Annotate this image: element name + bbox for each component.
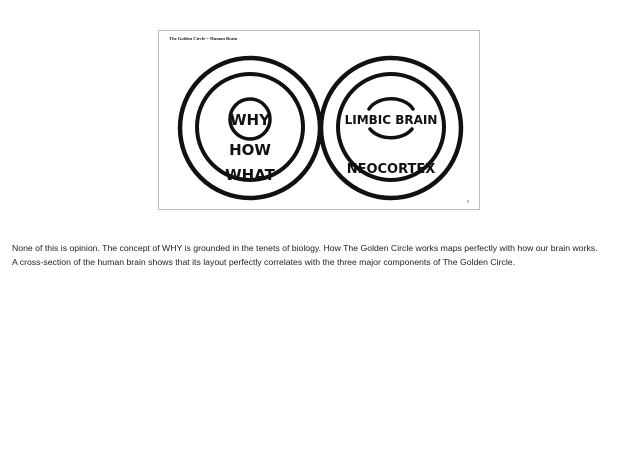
brain-outer-ring — [321, 58, 461, 198]
diagram — [159, 31, 481, 211]
neocortex-label: NEOCORTEX — [346, 162, 436, 177]
brain-diagram — [321, 58, 461, 198]
limbic-upper-arc — [369, 99, 413, 109]
slide-page-number: 9 — [467, 199, 469, 204]
notes-line-2: A cross-section of the human brain shows that its layout perfectly correlates with the three major components of The Golden Circle. — [12, 257, 515, 267]
limbic-brain-label: LIMBIC BRAIN — [344, 113, 438, 127]
notes-line-1: None of this is opinion. The concept of WHY is grounded in the tenets of biology. How The Golden Circle works maps perfectly with how our brain works. — [12, 243, 598, 253]
limbic-lower-arc — [370, 129, 412, 138]
slide — [158, 30, 480, 210]
slide-notes — [12, 241, 632, 269]
why-label: WHY — [230, 111, 270, 129]
slide-title: The Golden Circle = Human Brain — [169, 36, 238, 41]
what-label: WHAT — [225, 166, 275, 184]
how-label: HOW — [229, 141, 271, 159]
